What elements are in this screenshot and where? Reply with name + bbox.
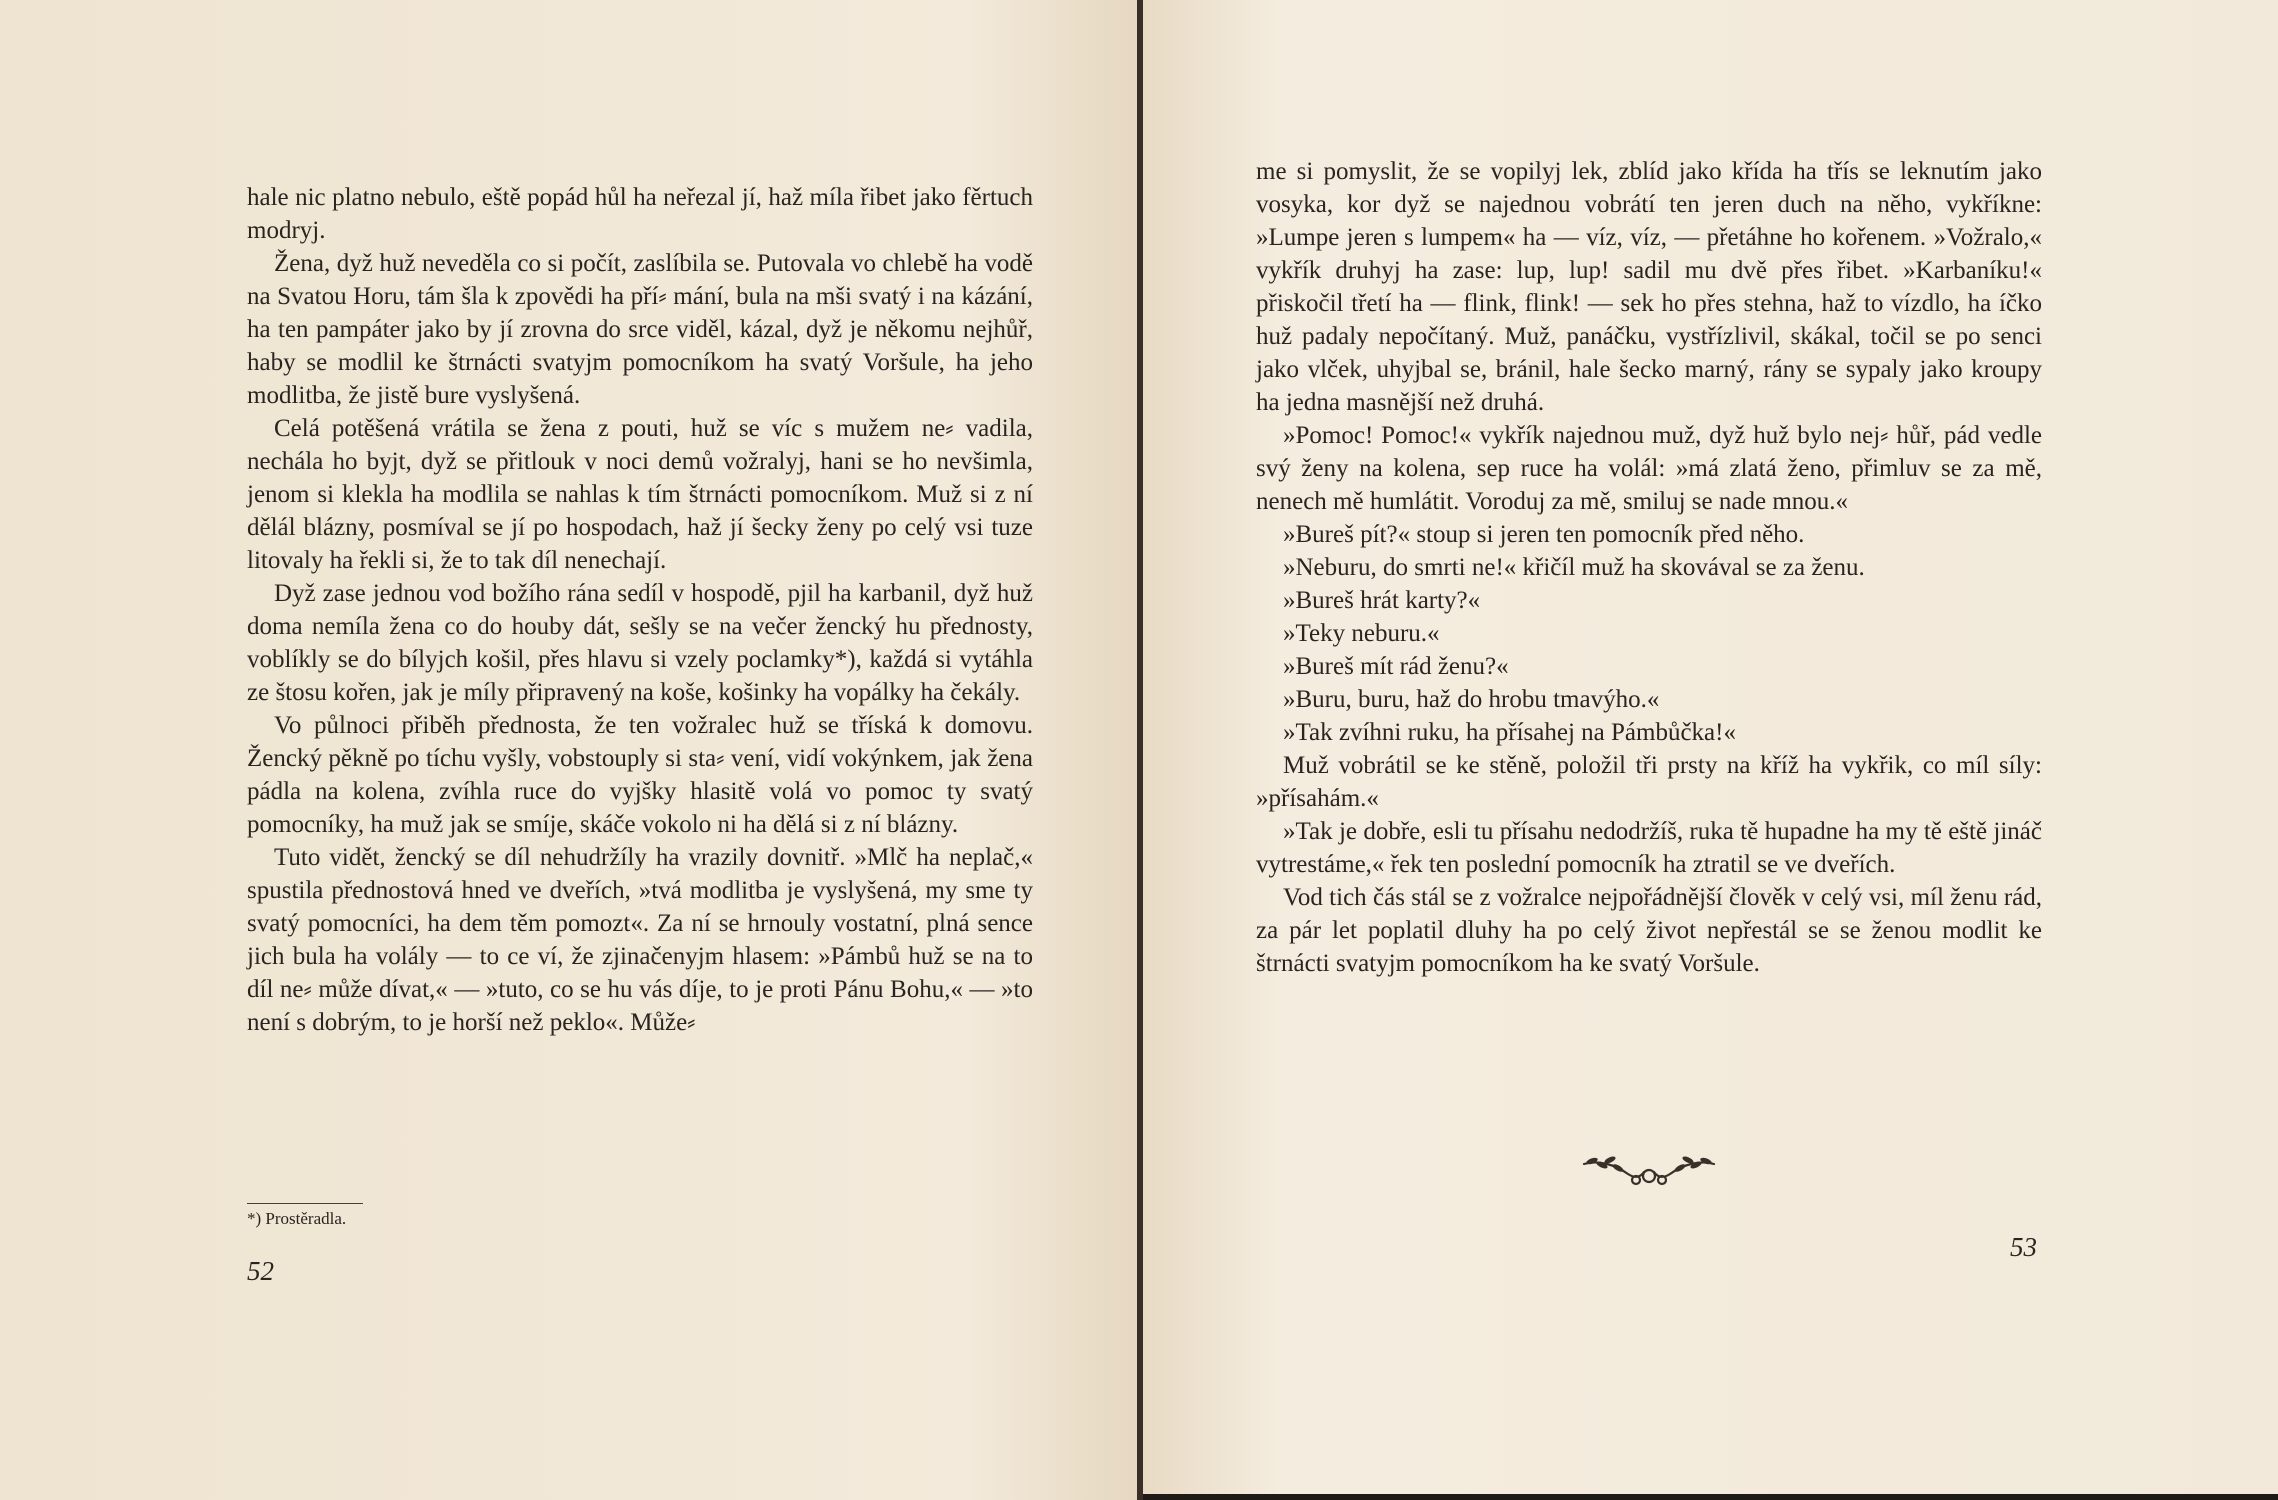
paragraph: »Tak je dobře, esli tu přísahu nedodržíš, ruka tě hupadne ha my tě eště jináč vytrestáme,« řek ten poslední pomocník ha ztratil se ve dveřích. bbox=[1256, 818, 2042, 878]
paragraph: »Buru, buru, haž do hrobu tmavýho.« bbox=[1283, 686, 1660, 713]
paragraph: hale nic platno nebulo, eště popád hůl ha neřezal jí, haž míla řibet jako fěrtuch modryj. bbox=[247, 184, 1033, 244]
footnote-rule bbox=[247, 1203, 363, 1204]
paragraph: »Bureš hrát karty?« bbox=[1283, 587, 1481, 614]
paragraph: »Bureš mít rád ženu?« bbox=[1283, 653, 1509, 680]
paragraph: »Tak zvíhni ruku, ha přísahej na Pámbůčka!« bbox=[1283, 719, 1736, 746]
bottom-edge bbox=[1143, 1494, 2278, 1500]
left-page-text bbox=[247, 181, 1033, 1039]
footnote: *) Prostěradla. bbox=[247, 1209, 347, 1228]
floral-vignette-icon bbox=[1578, 1150, 1720, 1190]
paragraph: »Bureš pít?« stoup si jeren ten pomocník před něho. bbox=[1283, 521, 1805, 548]
page-number-left: 52 bbox=[247, 1256, 274, 1286]
paragraph: Dyž zase jednou vod božího rána sedíl v hospodě, pjil ha karbanil, dyž huž doma nemíla žena co do houby dát, sešly se na večer žencký hu přednosty, voblíkly se do bílyjch košil, přes hlavu si vzely poclamky*), každá si vytáhla ze štosu kořen, jak je míly připravený na koše, košinky ha vopálky ha čekály. bbox=[247, 580, 1033, 706]
paragraph: Vo půlnoci přiběh přednosta, že ten vožralec huž se tříská k domovu. Žencký pěkně po tíchu vyšly, vobstouply si sta⸗ vení, vidí vokýnkem, jak žena pádla na kolena, zvíhla ruce do vyjšky hlasitě volá vo pomoc ty svatý pomocníky, ha muž jak se smíje, skáče vokolo ni ha dělá si z ní blázny. bbox=[247, 712, 1033, 838]
page-number-right: 53 bbox=[2010, 1232, 2037, 1262]
paragraph: »Neburu, do smrti ne!« křičíl muž ha skovával se za ženu. bbox=[1283, 554, 1865, 581]
paragraph: Tuto vidět, žencký se díl nehudržíly ha vrazily dovnitř. »Mlč ha neplač,« spustila přednostová hned ve dveřích, »tvá modlitba je vyslyšená, my sme ty svatý pomocníci, ha dem těm pomozt«. Za ní se hrnouly vostatní, plná sence jich bula ha volály — to ce ví, že zjinačenyjm hlasem: »Pámbů huž se na to díl ne⸗ může dívat,« — »tuto, co se hu vás díje, to je proti Pánu Bohu,« — »to není s dobrým, to je horší než peklo«. Může⸗ bbox=[247, 844, 1033, 1036]
left-page bbox=[0, 0, 1137, 1500]
paragraph: Vod tich čás stál se z vožralce nejpořádnější člověk v celý vsi, míl ženu rád, za pár let poplatil dluhy ha po celý život nepřestál se se ženou modlit ke štrnácti svatyjm pomocníkom ha ke svatý Voršule. bbox=[1256, 884, 2042, 977]
paragraph: »Pomoc! Pomoc!« vykřík najednou muž, dyž huž bylo nej⸗ hůř, pád vedle svý ženy na kolena, sep ruce ha volál: »má zlatá ženo, přimluv se za mě, nenech mě humlátit. Voroduj za mě, smiluj se nade mnou.« bbox=[1256, 422, 2042, 515]
paragraph: Celá potěšená vrátila se žena z pouti, huž se víc s mužem ne⸗ vadila, nechála ho byjt, dyž se přitlouk v noci demů vožralyj, hani se ho nevšimla, jenom si klekla ha modlila se nahlas k tím štrnácti pomocníkom. Muž si z ní dělál blázny, posmíval se jí po hospodach, haž jí šecky ženy po celý vsi tuze litovaly ha řekli si, že to tak díl nenechají. bbox=[247, 415, 1033, 574]
paragraph: me si pomyslit, že se vopilyj lek, zblíd jako křída ha třís se leknutím jako vosyka, kor dyž se najednou vobrátí ten jeren duch na něho, vykříkne: »Lumpe jeren s lumpem« ha — víz, víz, — přetáhne ho kořenem. »Vožralo,« vykřík druhyj ha zase: lup, lup! sadil mu dvě přes řibet. »Karbaníku!« přiskočil třetí ha — flink, flink! — sek ho přes stehna, haž to vízdlo, ha íčko huž padaly nepočítaný. Muž, panáčku, vystřízlivil, skákal, točil se po senci jako vlček, uhyjbal se, bránil, hale šecko marný, rány se sypaly jako kroupy ha jedna masnější než druhá. bbox=[1256, 158, 2042, 416]
paragraph: Muž vobrátil se ke stěně, položil tři prsty na kříž ha vykřik, co míl síly: »přísahám.« bbox=[1256, 752, 2042, 812]
right-page-text bbox=[1256, 155, 2042, 980]
paragraph: Žena, dyž huž neveděla co si počít, zaslíbila se. Putovala vo chlebě ha vodě na Svatou Horu, tám šla k zpovědi ha pří⸗ mání, bula na mši svatý i na kázání, ha ten pampáter jako by jí zrovna do srce viděl, kázal, dyž je někomu nejhůř, haby se modlil ke štrnácti svatyjm pomocníkom ha svatý Voršule, ha jeho modlitba, že jistě bure vyslyšená. bbox=[247, 250, 1033, 409]
paragraph: »Teky neburu.« bbox=[1283, 620, 1440, 647]
